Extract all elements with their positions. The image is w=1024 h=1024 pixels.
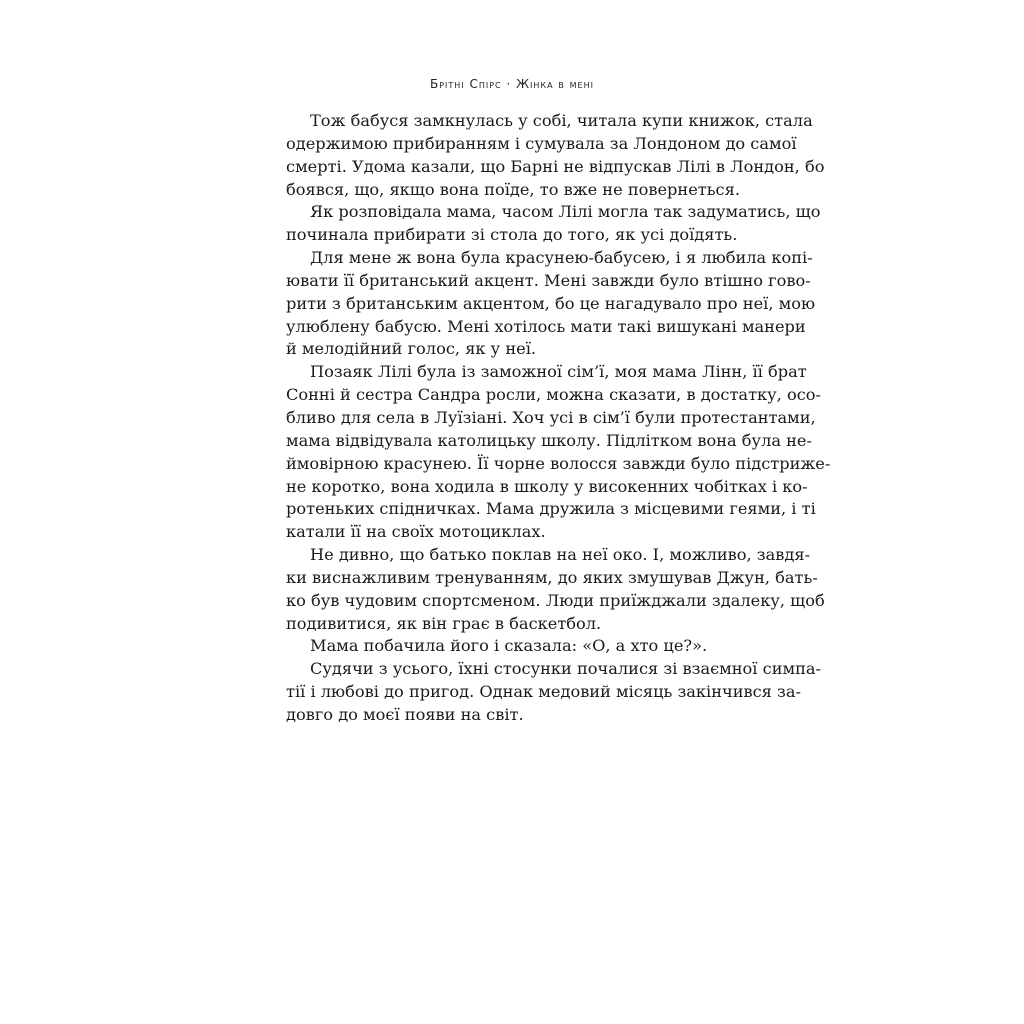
text-line: подивитися, як він грає в баскетбол. bbox=[286, 613, 602, 633]
text-line: починала прибирати зі стола до того, як усі доїдять. bbox=[286, 225, 738, 245]
text-line: Судячи з усього, їхні стосунки почалися зі взаємної симпа- bbox=[310, 659, 821, 679]
text-line: Позаяк Лілі була із заможної сім’ї, моя мама Лінн, її брат bbox=[310, 362, 807, 382]
text-line: ротеньких спідничках. Мама дружила з місцевими геями, і ті bbox=[286, 499, 816, 519]
text-line: улюблену бабусю. Мені хотілось мати такі вишукані манери bbox=[286, 316, 806, 336]
text-line: Не дивно, що батько поклав на неї око. І, можливо, завдя- bbox=[310, 545, 811, 565]
text-line: й мелодійний голос, як у неї. bbox=[286, 339, 537, 359]
paragraph bbox=[286, 201, 821, 247]
text-line: катали її на своїх мотоциклах. bbox=[286, 522, 546, 542]
paragraph bbox=[286, 361, 831, 544]
paragraph bbox=[286, 544, 825, 635]
paragraph bbox=[286, 110, 825, 201]
text-line: боявся, що, якщо вона поїде, то вже не повернеться. bbox=[286, 179, 740, 199]
text-line: Як розповідала мама, часом Лілі могла так задуматись, що bbox=[310, 202, 821, 222]
text-line: Мама побачила його і сказала: «О, а хто це?». bbox=[310, 636, 708, 656]
text-line: ймовірною красунею. Її чорне волосся завжди було підстриже- bbox=[286, 453, 831, 473]
running-header: Брітні Спірс · Жінка в мені bbox=[429, 77, 594, 91]
text-line: ко був чудовим спортсменом. Люди приїжджали здалеку, щоб bbox=[286, 590, 825, 610]
text-line: Для мене ж вона була красунею-бабусею, і я любила копі- bbox=[310, 248, 813, 268]
text-line: Сонні й сестра Сандра росли, можна сказати, в достатку, осо- bbox=[286, 385, 822, 405]
paragraph bbox=[286, 635, 767, 658]
body-text bbox=[286, 110, 831, 727]
text-line: довго до моєї появи на світ. bbox=[286, 704, 524, 724]
paragraph bbox=[286, 658, 821, 727]
text-line: мама відвідувала католицьку школу. Підлітком вона була не- bbox=[286, 430, 812, 450]
text-line: тії і любові до пригод. Однак медовий місяць закінчився за- bbox=[286, 682, 801, 702]
text-line: смерті. Удома казали, що Барні не відпускав Лілі в Лондон, бо bbox=[286, 156, 825, 176]
text-line: не коротко, вона ходила в школу у високенних чобітках і ко- bbox=[286, 476, 808, 496]
text-line: ки виснажливим тренуванням, до яких змушував Джун, бать- bbox=[286, 567, 818, 587]
text-line: Тож бабуся замкнулась у собі, читала купи книжок, стала bbox=[310, 111, 813, 130]
paragraph bbox=[286, 247, 816, 361]
text-line: ювати її британський акцент. Мені завжди було втішно гово- bbox=[286, 270, 811, 290]
text-line: бливо для села в Луїзіані. Хоч усі в сім’ї були протестантами, bbox=[286, 407, 816, 427]
text-line: одержимою прибиранням і сумувала за Лондоном до самої bbox=[286, 133, 797, 153]
text-line: рити з британським акцентом, бо це нагадувало про неї, мою bbox=[286, 293, 816, 313]
